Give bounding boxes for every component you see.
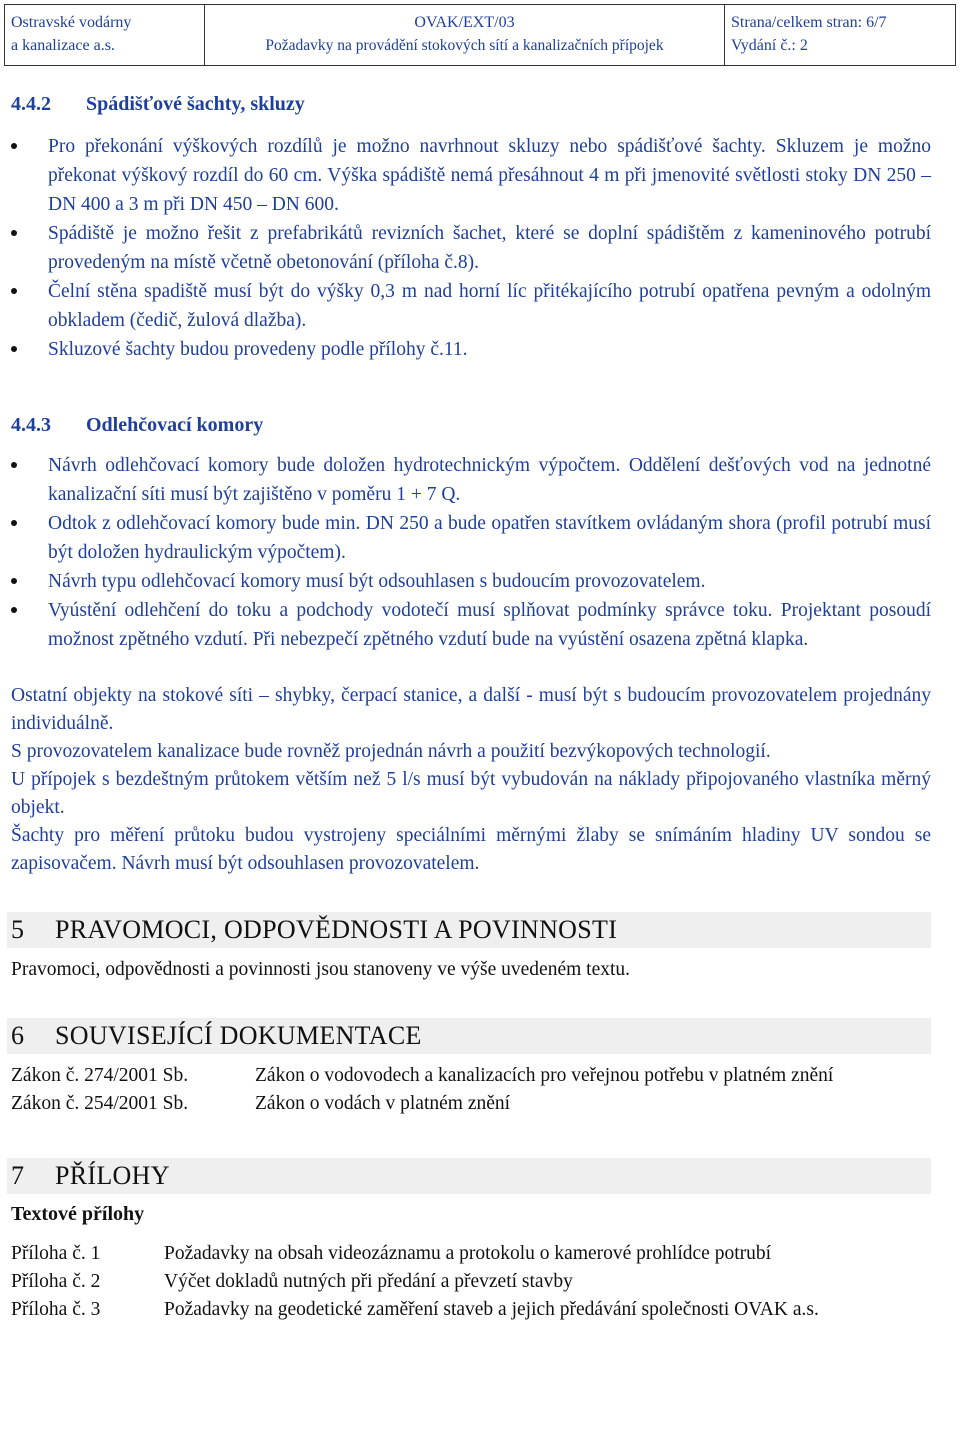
section-title: Spádišťové šachty, skluzy (86, 93, 305, 115)
company-name-line1: Ostravské vodárny (11, 14, 132, 31)
attachments-subtitle: Textové přílohy (11, 1203, 145, 1225)
section-title: PŘÍLOHY (55, 1161, 170, 1190)
section-6-heading (11, 1021, 422, 1051)
law-reference: Zákon č. 254/2001 Sb. (11, 1093, 189, 1114)
document-header (4, 4, 956, 66)
paragraph: Ostatní objekty na stokové síti – shybky, čerpací stanice, a další - musí být s budoucím provozovatelem projednány individuálně. (11, 685, 931, 734)
paragraph: U přípojek s bezdeštným průtokem větším než 5 l/s musí být vybudován na náklady připojovaného vlastníka měrný objekt. (11, 769, 931, 818)
page-count: Strana/celkem stran: 6/7 (731, 14, 887, 31)
section-title: PRAVOMOCI, ODPOVĚDNOSTI A POVINNOSTI (55, 915, 618, 944)
list-item: Čelní stěna spadiště musí být do výšky 0,3 m nad horní líc přitékajícího potrubí opatřena pevným a odolným obkladem (čedič, žulová dlažba). (11, 277, 931, 335)
list-item: Vyústění odlehčení do toku a podchody vodotečí musí splňovat podmínky správce toku. Projektant posoudí možnost zpětného vzdutí. Při nebezpečí zpětného vzdutí bude na vyústění osazena zpětná klapka. (11, 596, 931, 654)
section-7-heading-band (7, 1158, 931, 1194)
document-code: OVAK/EXT/03 (414, 14, 515, 31)
list-item: Pro překonání výškových rozdílů je možno navrhnout skluzy nebo spádišťové šachty. Skluzem je možno překonat výškový rozdíl do 60 cm. Výška spádiště nemá přesáhnout 4 m při jmenovité světlosti stoky DN 250 – DN 400 a 3 m při DN 450 – DN 600. (11, 132, 931, 219)
related-documents-table (11, 1062, 931, 1118)
section-number: 4.4.2 (11, 93, 51, 115)
page-content (11, 90, 931, 1324)
law-reference: Zákon č. 274/2001 Sb. (11, 1065, 189, 1086)
section-4-4-2-list (11, 132, 931, 364)
document-title: Požadavky na provádění stokových sítí a kanalizačních přípojek (265, 37, 664, 54)
list-item: Spádiště je možno řešit z prefabrikátů revizních šachet, které se doplní spádištěm z kameninového potrubí provedeným na místě včetně obetonování (příloha č.8). (11, 219, 931, 277)
section-5-heading-band (7, 912, 931, 948)
section-number: 6 (11, 1021, 25, 1050)
list-item: Návrh odlehčovací komory bude doložen hydrotechnickým výpočtem. Oddělení dešťových vod na jednotné kanalizační síti musí být zajištěno v poměru 1 + 7 Q. (11, 451, 931, 509)
attachment-description: Výčet dokladů nutných při předání a převzetí stavby (164, 1271, 573, 1292)
edition-number: Vydání č.: 2 (731, 37, 808, 54)
section-5-text: Pravomoci, odpovědnosti a povinnosti jsou stanoveny ve výše uvedeném textu. (11, 959, 631, 980)
header-document (205, 5, 725, 65)
attachment-description: Požadavky na geodetické zaměření staveb a jejich předávání společnosti OVAK a.s. (164, 1299, 819, 1320)
section-6-heading-band (7, 1018, 931, 1054)
law-description: Zákon o vodovodech a kanalizacích pro veřejnou potřebu v platném znění (255, 1065, 834, 1086)
other-objects-block (11, 682, 931, 878)
attachment-label: Příloha č. 2 (11, 1271, 101, 1292)
attachment-label: Příloha č. 3 (11, 1299, 101, 1320)
section-4-4-3-heading (11, 411, 931, 439)
attachments-table (11, 1240, 931, 1324)
company-name-line2: a kanalizace a.s. (11, 37, 115, 54)
section-number: 5 (11, 915, 25, 944)
section-number: 4.4.3 (11, 414, 51, 436)
header-page-info (725, 5, 955, 65)
header-company (5, 5, 205, 65)
attachment-label: Příloha č. 1 (11, 1243, 101, 1264)
section-4-4-3-list (11, 451, 931, 654)
paragraph: Šachty pro měření průtoku budou vystrojeny speciálními měrnými žlaby se snímáním hladiny UV sondou se zapisovačem. Návrh musí být odsouhlasen provozovatelem. (11, 825, 931, 874)
list-item: Návrh typu odlehčovací komory musí být odsouhlasen s budoucím provozovatelem. (11, 567, 931, 596)
attachment-description: Požadavky na obsah videozáznamu a protokolu o kamerové prohlídce potrubí (164, 1243, 772, 1264)
section-7-heading (11, 1161, 170, 1191)
section-4-4-2-heading (11, 90, 931, 118)
list-item: Odtok z odlehčovací komory bude min. DN 250 a bude opatřen stavítkem ovládaným shora (profil potrubí musí být doložen hydraulickým výpočtem). (11, 509, 931, 567)
section-title: SOUVISEJÍCÍ DOKUMENTACE (55, 1021, 422, 1050)
law-description: Zákon o vodách v platném znění (255, 1093, 511, 1114)
section-number: 7 (11, 1161, 25, 1190)
list-item: Skluzové šachty budou provedeny podle přílohy č.11. (11, 335, 931, 364)
paragraph: S provozovatelem kanalizace bude rovněž projednán návrh a použití bezvýkopových technologií. (11, 741, 771, 762)
section-5-heading (11, 915, 617, 945)
section-title: Odlehčovací komory (86, 414, 264, 436)
